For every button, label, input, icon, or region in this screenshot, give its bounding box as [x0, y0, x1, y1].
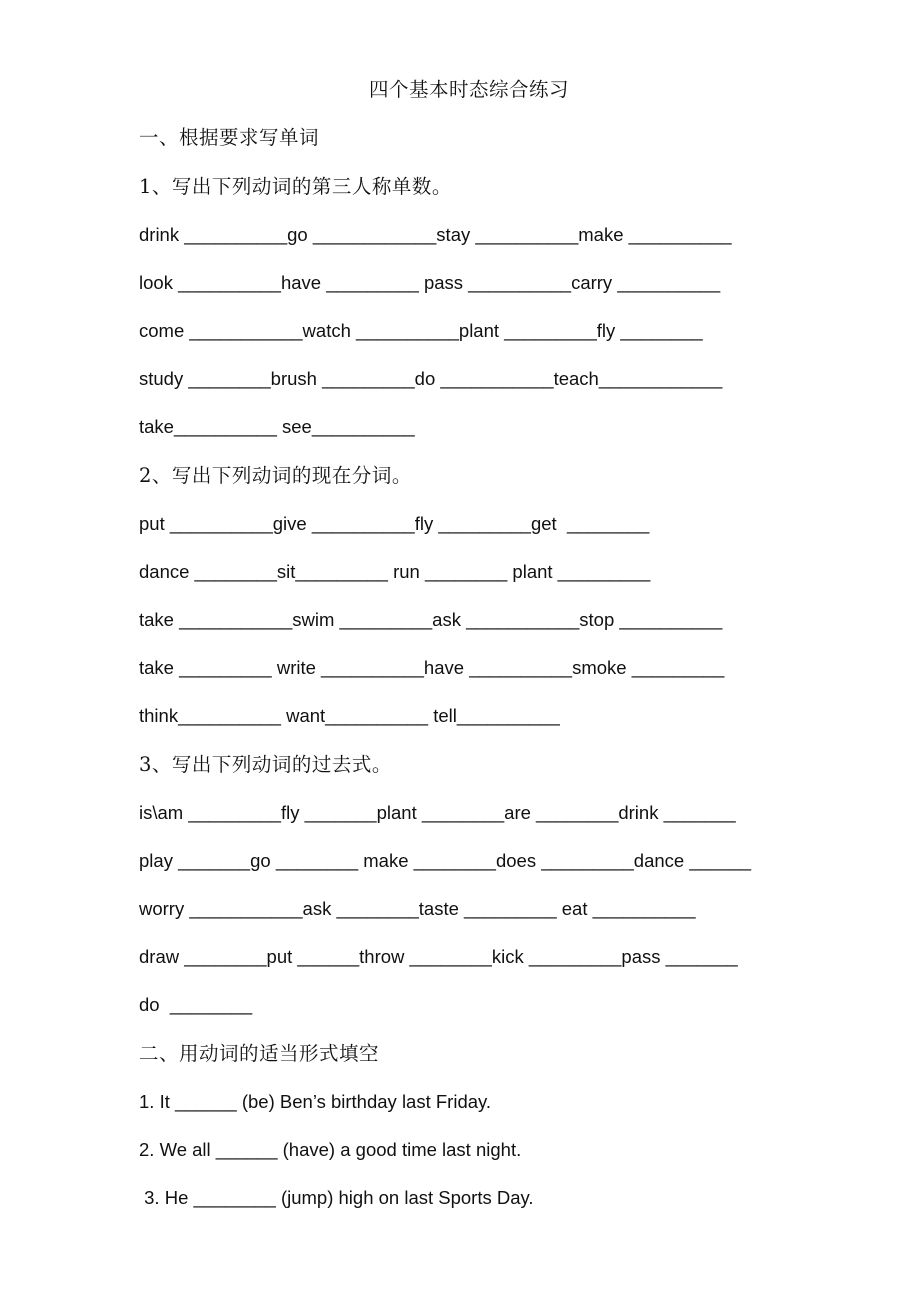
- instruction-past-tense: 3、写出下列动词的过去式。: [139, 753, 392, 776]
- exercise-row: take__________ see__________: [139, 416, 415, 437]
- exercise-row: put __________give __________fly _________get ________: [139, 513, 650, 534]
- exercise-row: play _______go ________ make ________does _________dance ______: [139, 850, 752, 871]
- fill-in-sentence: 2. We all ______ (have) a good time last night.: [139, 1139, 522, 1160]
- exercise-row: come ___________watch __________plant _________fly ________: [139, 320, 703, 341]
- exercise-row: take _________ write __________have __________smoke _________: [139, 657, 725, 678]
- fill-in-sentence: 3. He ________ (jump) high on last Sports Day.: [139, 1187, 534, 1208]
- exercise-row: draw ________put ______throw ________kick _________pass _______: [139, 946, 738, 967]
- section-heading-word-forms: 一、根据要求写单词: [139, 126, 320, 149]
- instruction-third-person-singular: 1、写出下列动词的第三人称单数。: [139, 175, 452, 198]
- exercise-row: is\am _________fly _______plant ________are ________drink _______: [139, 802, 736, 823]
- exercise-row: take ___________swim _________ask ___________stop __________: [139, 609, 723, 630]
- exercise-row: study ________brush _________do ___________teach____________: [139, 368, 723, 389]
- exercise-row: worry ___________ask ________taste _________ eat __________: [139, 898, 696, 919]
- exercise-row: do ________: [139, 994, 253, 1015]
- exercise-row: think__________ want__________ tell__________: [139, 705, 560, 726]
- exercise-row: dance ________sit_________ run ________ plant _________: [139, 561, 651, 582]
- section-heading-fill-in-verbs: 二、用动词的适当形式填空: [139, 1042, 380, 1065]
- fill-in-sentence: 1. It ______ (be) Ben’s birthday last Friday.: [139, 1091, 492, 1112]
- instruction-present-participle: 2、写出下列动词的现在分词。: [139, 464, 412, 487]
- exercise-row: drink __________go ____________stay __________make __________: [139, 224, 732, 245]
- exercise-row: look __________have _________ pass __________carry __________: [139, 272, 721, 293]
- page-title: 四个基本时态综合练习: [368, 78, 569, 101]
